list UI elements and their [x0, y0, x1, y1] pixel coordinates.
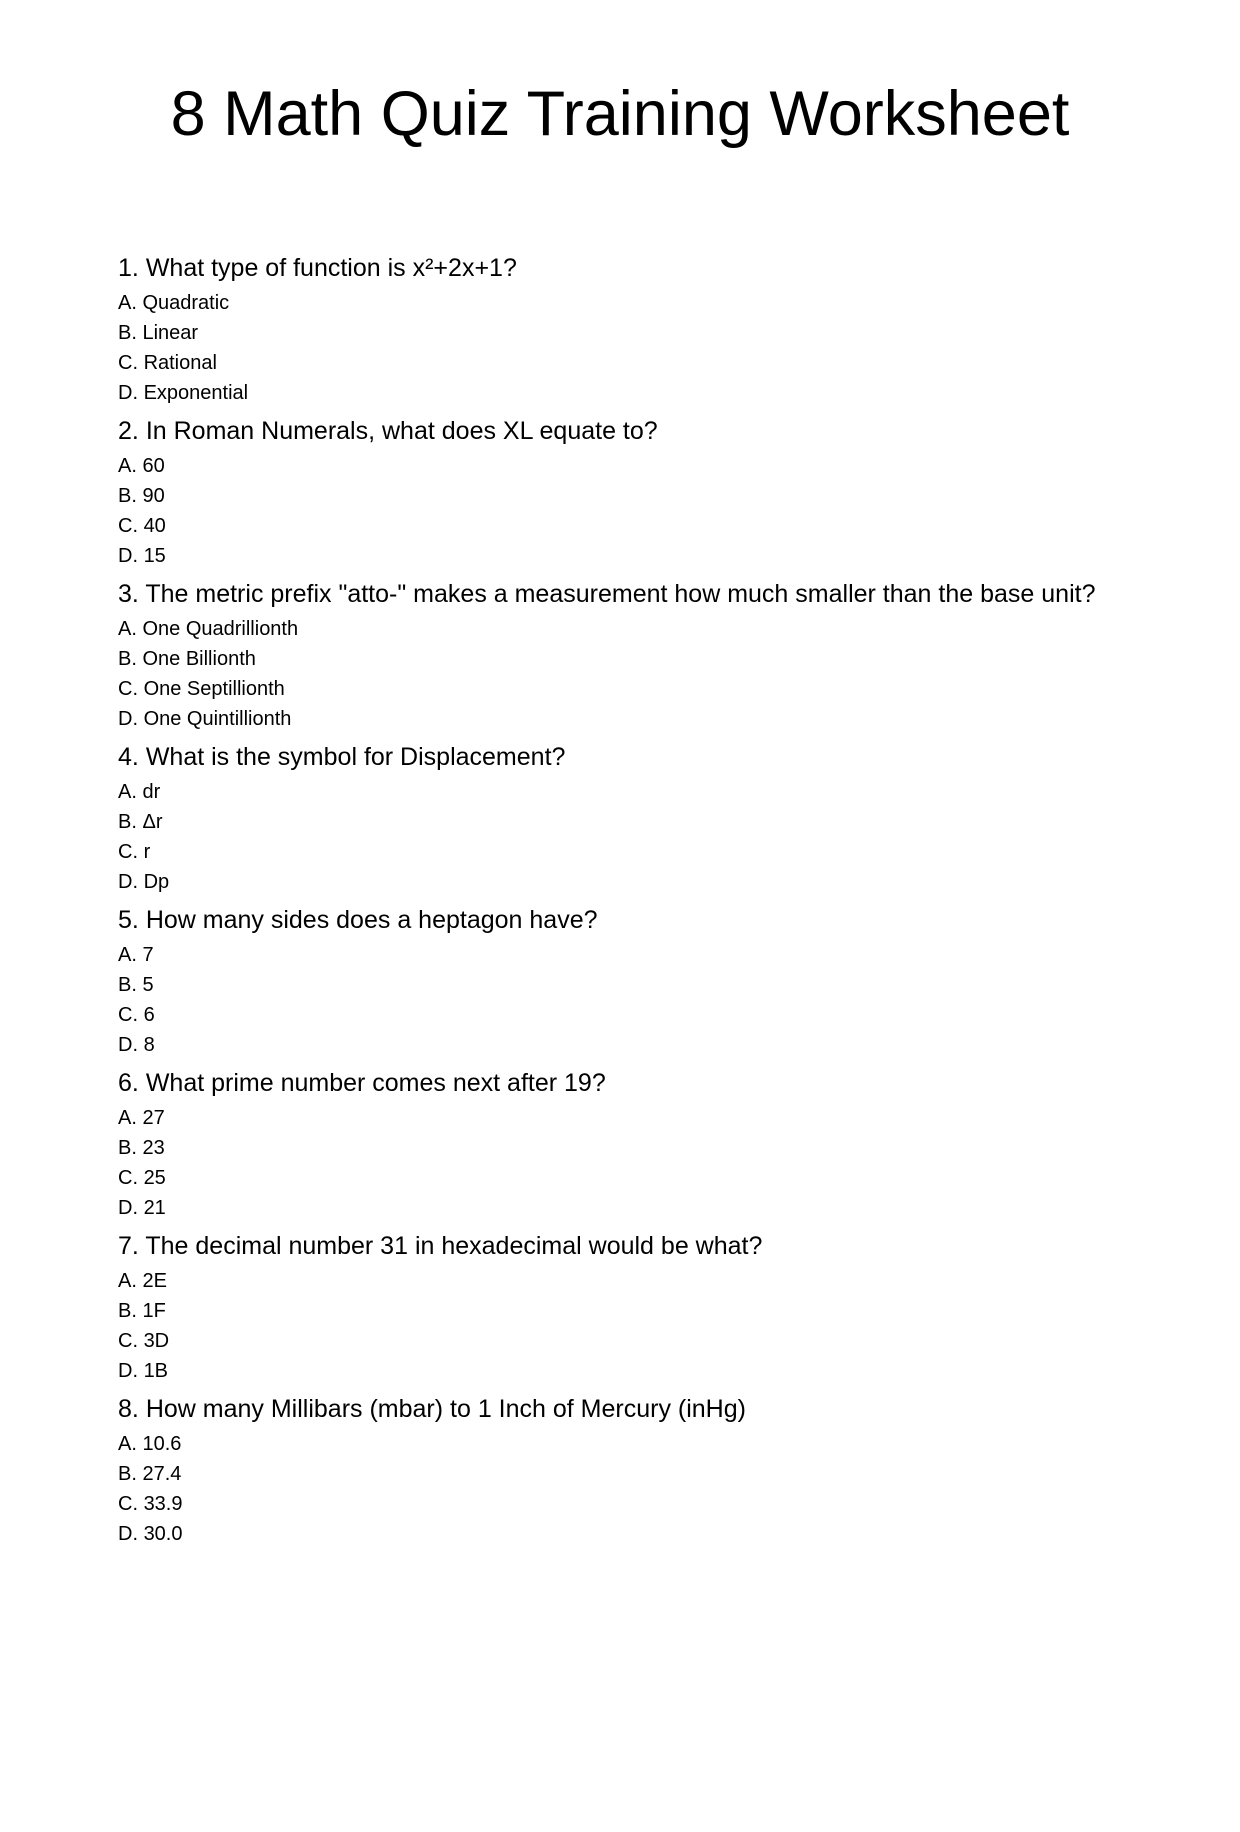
option-letter: B. [118, 485, 137, 507]
option-text: 23 [142, 1137, 165, 1159]
answer-option [118, 674, 1122, 704]
question-text [118, 1392, 1122, 1427]
option-text: 5 [142, 974, 154, 996]
option-text: 90 [142, 485, 165, 507]
option-letter: A. [118, 781, 137, 803]
question-label: How many sides does a heptagon have? [145, 906, 598, 934]
option-letter: B. [118, 1300, 137, 1322]
option-letter: D. [118, 871, 138, 893]
option-text: 6 [143, 1004, 155, 1026]
options-list [118, 1429, 1122, 1549]
option-text: 3D [143, 1330, 170, 1352]
question-label: In Roman Numerals, what does XL equate to? [145, 417, 658, 445]
options-list [118, 777, 1122, 897]
answer-option [118, 481, 1122, 511]
worksheet-page [0, 78, 1240, 1832]
answer-option [118, 348, 1122, 378]
question-number: 1. [118, 254, 139, 282]
option-letter: C. [118, 515, 138, 537]
question-label: What prime number comes next after 19? [145, 1069, 606, 1097]
question-number: 8. [118, 1395, 139, 1423]
option-letter: C. [118, 1330, 138, 1352]
answer-option [118, 511, 1122, 541]
question-text [118, 577, 1122, 612]
option-letter: A. [118, 292, 137, 314]
option-text: One Quintillionth [143, 708, 292, 730]
question-text [118, 251, 1122, 286]
option-letter: D. [118, 1523, 138, 1545]
question-label: The metric prefix "atto-" makes a measurement how much smaller than the base unit? [145, 580, 1096, 608]
option-letter: C. [118, 841, 138, 863]
option-letter: A. [118, 1107, 137, 1129]
option-letter: B. [118, 648, 137, 670]
question-text [118, 414, 1122, 449]
option-letter: D. [118, 708, 138, 730]
option-text: One Quadrillionth [142, 618, 299, 640]
option-text: 33.9 [143, 1493, 183, 1515]
answer-option [118, 867, 1122, 897]
option-text: Quadratic [142, 292, 230, 314]
question-text [118, 1066, 1122, 1101]
option-text: 10.6 [142, 1433, 182, 1455]
option-letter: B. [118, 811, 137, 833]
question-label: The decimal number 31 in hexadecimal would be what? [145, 1232, 763, 1260]
options-list [118, 614, 1122, 734]
answer-option [118, 644, 1122, 674]
option-letter: C. [118, 1004, 138, 1026]
answer-option [118, 1519, 1122, 1549]
option-letter: D. [118, 1034, 138, 1056]
option-letter: C. [118, 1167, 138, 1189]
answer-option [118, 1296, 1122, 1326]
answer-option [118, 451, 1122, 481]
answer-option [118, 704, 1122, 734]
question-number: 3. [118, 580, 139, 608]
answer-option [118, 1459, 1122, 1489]
answer-option [118, 777, 1122, 807]
question-number: 7. [118, 1232, 139, 1260]
option-text: Δr [142, 811, 163, 833]
answer-option [118, 614, 1122, 644]
option-text: 2E [142, 1270, 167, 1292]
option-letter: A. [118, 455, 137, 477]
option-text: 7 [142, 944, 154, 966]
answer-option [118, 837, 1122, 867]
option-text: 21 [143, 1197, 166, 1219]
option-text: One Billionth [142, 648, 256, 670]
option-letter: C. [118, 678, 138, 700]
question-label: How many Millibars (mbar) to 1 Inch of Mercury (inHg) [145, 1395, 746, 1423]
options-list [118, 288, 1122, 408]
answer-option [118, 1163, 1122, 1193]
option-letter: A. [118, 618, 137, 640]
answer-option [118, 1429, 1122, 1459]
option-text: 15 [143, 545, 166, 567]
option-text: 8 [143, 1034, 155, 1056]
option-text: 27 [142, 1107, 165, 1129]
option-letter: A. [118, 1433, 137, 1455]
option-text: Dp [143, 871, 170, 893]
question-number: 2. [118, 417, 139, 445]
page-title: 8 Math Quiz Training Worksheet [170, 79, 1070, 149]
question-block [118, 1229, 1122, 1386]
question-text [118, 903, 1122, 938]
question-block [118, 577, 1122, 734]
answer-option [118, 1489, 1122, 1519]
answer-option [118, 378, 1122, 408]
option-letter: D. [118, 382, 138, 404]
answer-option [118, 1356, 1122, 1386]
question-block [118, 414, 1122, 571]
answer-option [118, 807, 1122, 837]
answer-option [118, 1103, 1122, 1133]
question-text [118, 740, 1122, 775]
answer-option [118, 1326, 1122, 1356]
option-letter: D. [118, 545, 138, 567]
question-number: 6. [118, 1069, 139, 1097]
answer-option [118, 1193, 1122, 1223]
option-letter: A. [118, 1270, 137, 1292]
question-block [118, 740, 1122, 897]
option-text: One Septillionth [143, 678, 285, 700]
option-text: 25 [143, 1167, 166, 1189]
option-text: r [143, 841, 151, 863]
question-number: 4. [118, 743, 139, 771]
option-text: 27.4 [142, 1463, 182, 1485]
answer-option [118, 1266, 1122, 1296]
questions-list [118, 251, 1122, 1549]
question-block [118, 251, 1122, 408]
option-letter: B. [118, 1137, 137, 1159]
option-text: 60 [142, 455, 165, 477]
option-letter: B. [118, 322, 137, 344]
option-letter: D. [118, 1360, 138, 1382]
question-block [118, 1066, 1122, 1223]
option-letter: C. [118, 1493, 138, 1515]
option-text: Exponential [143, 382, 249, 404]
answer-option [118, 318, 1122, 348]
option-letter: A. [118, 944, 137, 966]
option-letter: C. [118, 352, 138, 374]
option-letter: D. [118, 1197, 138, 1219]
answer-option [118, 1030, 1122, 1060]
option-text: Rational [143, 352, 217, 374]
question-block [118, 1392, 1122, 1549]
question-number: 5. [118, 906, 139, 934]
question-block [118, 903, 1122, 1060]
question-text [118, 1229, 1122, 1264]
answer-option [118, 970, 1122, 1000]
option-letter: B. [118, 974, 137, 996]
option-text: 30.0 [143, 1523, 183, 1545]
answer-option [118, 1133, 1122, 1163]
option-text: 1B [143, 1360, 169, 1382]
answer-option [118, 541, 1122, 571]
option-text: 1F [142, 1300, 166, 1322]
question-label: What is the symbol for Displacement? [145, 743, 566, 771]
answer-option [118, 940, 1122, 970]
options-list [118, 1266, 1122, 1386]
options-list [118, 940, 1122, 1060]
answer-option [118, 288, 1122, 318]
answer-option [118, 1000, 1122, 1030]
options-list [118, 451, 1122, 571]
question-label: What type of function is x²+2x+1? [145, 254, 517, 282]
option-text: Linear [142, 322, 199, 344]
option-letter: B. [118, 1463, 137, 1485]
option-text: 40 [143, 515, 166, 537]
options-list [118, 1103, 1122, 1223]
option-text: dr [142, 781, 161, 803]
